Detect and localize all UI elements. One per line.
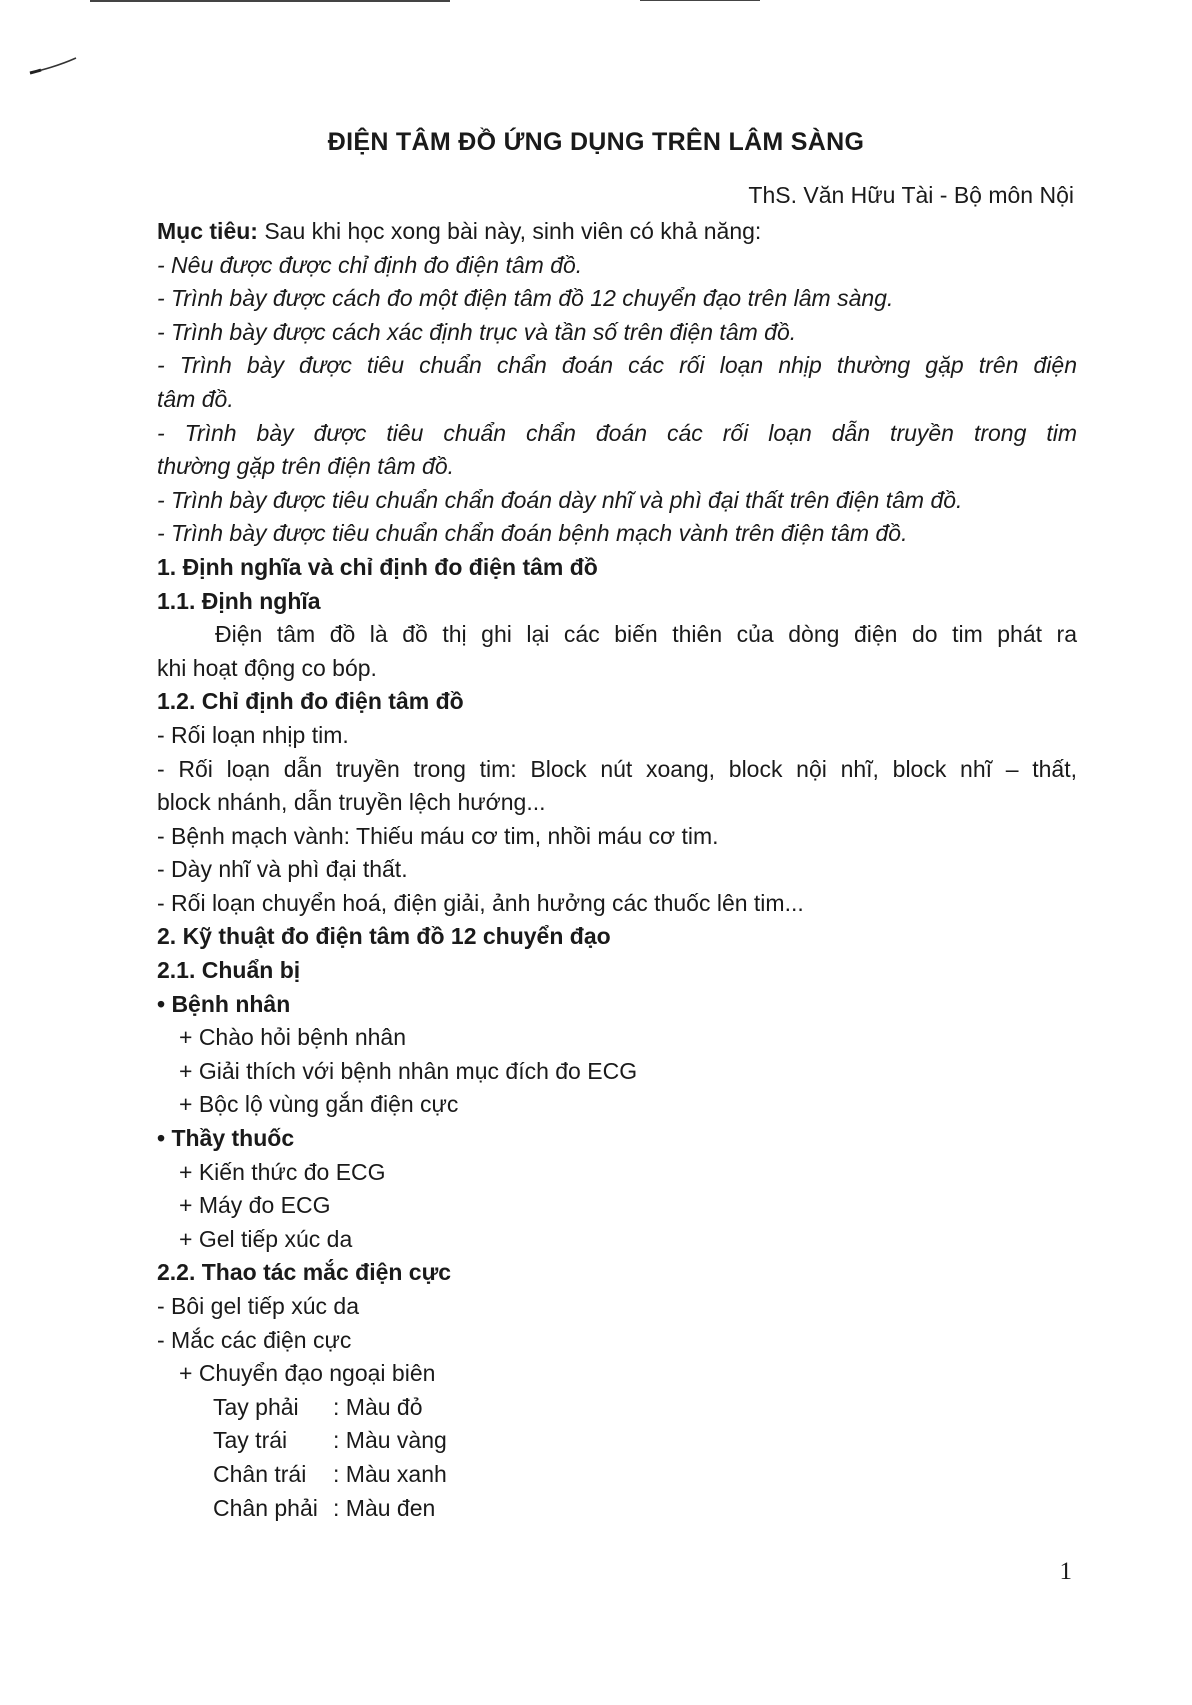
electrode-row [157, 1458, 1077, 1492]
objective-item: - Trình bày được tiêu chuẩn chẩn đoán bệnh mạch vành trên điện tâm đồ. [157, 520, 908, 547]
doctor-item: + Gel tiếp xúc da [179, 1225, 353, 1252]
electrode-limb: Chân phải [213, 1494, 318, 1521]
scan-edge-mark [90, 0, 450, 2]
electrode-color: : Màu xanh [333, 1460, 447, 1487]
objectives-label: Mục tiêu: [157, 218, 258, 244]
indication-item: - Bệnh mạch vành: Thiếu máu cơ tim, nhồi máu cơ tim. [157, 822, 719, 849]
objective-item: thường gặp trên điện tâm đồ. [157, 453, 455, 480]
electrode-row [157, 1391, 1077, 1425]
electrode-limb: Chân trái [213, 1460, 307, 1487]
definition-text: khi hoạt động co bóp. [157, 654, 377, 681]
electrode-color: : Màu vàng [333, 1427, 447, 1454]
electrode-limb: Tay phải [213, 1393, 299, 1420]
definition-text: Điện tâm đồ là đồ thị ghi lại các biến thiên của dòng điện do tim phát ra [215, 621, 1077, 648]
document-body [157, 215, 1077, 1525]
bullet-heading-doctor: • Thầy thuốc [157, 1125, 295, 1152]
objectives-line [157, 215, 1077, 249]
objectives-intro: Sau khi học xong bài này, sinh viên có khả năng: [257, 218, 762, 244]
peripheral-heading: + Chuyển đạo ngoại biên [179, 1360, 436, 1387]
electrode-row [157, 1492, 1077, 1526]
objective-item: - Trình bày được tiêu chuẩn chẩn đoán các rối loạn dẫn truyền trong tim [157, 419, 1077, 446]
patient-item: + Bộc lộ vùng gắn điện cực [179, 1091, 459, 1118]
subsection-heading: 2.1. Chuẩn bị [157, 957, 301, 984]
scan-edge-mark [640, 0, 760, 1]
page-number: 1 [1059, 1558, 1072, 1585]
objective-item: - Nêu được được chỉ định đo điện tâm đồ. [157, 251, 583, 278]
objective-item: tâm đồ. [157, 385, 234, 412]
section-heading: 2. Kỹ thuật đo điện tâm đồ 12 chuyển đạo [157, 923, 611, 950]
step-item: - Mắc các điện cực [157, 1326, 352, 1353]
indication-item: block nhánh, dẫn truyền lệch hướng... [157, 789, 546, 816]
subsection-heading: 1.1. Định nghĩa [157, 587, 321, 614]
document-title: ĐIỆN TÂM ĐỒ ỨNG DỤNG TRÊN LÂM SÀNG [327, 128, 865, 156]
doctor-item: + Kiến thức đo ECG [179, 1158, 386, 1185]
objective-item: - Trình bày được tiêu chuẩn chẩn đoán các rối loạn nhịp thường gặp trên điện [157, 352, 1077, 379]
electrode-color: : Màu đen [333, 1494, 436, 1521]
pen-stroke-mark [28, 55, 80, 77]
patient-item: + Giải thích với bệnh nhân mục đích đo ECG [179, 1057, 638, 1084]
objective-item: - Trình bày được cách xác định trục và tần số trên điện tâm đồ. [157, 318, 797, 345]
patient-item: + Chào hỏi bệnh nhân [179, 1024, 407, 1051]
step-item: - Bôi gel tiếp xúc da [157, 1293, 360, 1319]
objective-item: - Trình bày được cách đo một điện tâm đồ 12 chuyển đạo trên lâm sàng. [157, 285, 894, 312]
objective-item: - Trình bày được tiêu chuẩn chẩn đoán dày nhĩ và phì đại thất trên điện tâm đồ. [157, 486, 963, 513]
section-heading: 1. Định nghĩa và chỉ định đo điện tâm đồ [157, 553, 598, 580]
bullet-heading-patient: • Bệnh nhân [157, 990, 291, 1017]
indication-item: - Dày nhĩ và phì đại thất. [157, 856, 408, 883]
electrode-color: : Màu đỏ [333, 1393, 423, 1420]
subsection-heading: 1.2. Chỉ định đo điện tâm đồ [157, 688, 464, 715]
electrode-row [157, 1424, 1077, 1458]
doctor-item: + Máy đo ECG [179, 1192, 331, 1219]
subsection-heading: 2.2. Thao tác mắc điện cực [157, 1259, 452, 1286]
electrode-limb: Tay trái [213, 1427, 288, 1454]
indication-item: - Rối loạn nhịp tim. [157, 721, 349, 748]
indication-item: - Rối loạn chuyển hoá, điện giải, ảnh hưởng các thuốc lên tim... [157, 889, 804, 916]
indication-item: - Rối loạn dẫn truyền trong tim: Block nút xoang, block nội nhĩ, block nhĩ – thất, [157, 755, 1077, 782]
author-line: ThS. Văn Hữu Tài - Bộ môn Nội [748, 182, 1074, 208]
